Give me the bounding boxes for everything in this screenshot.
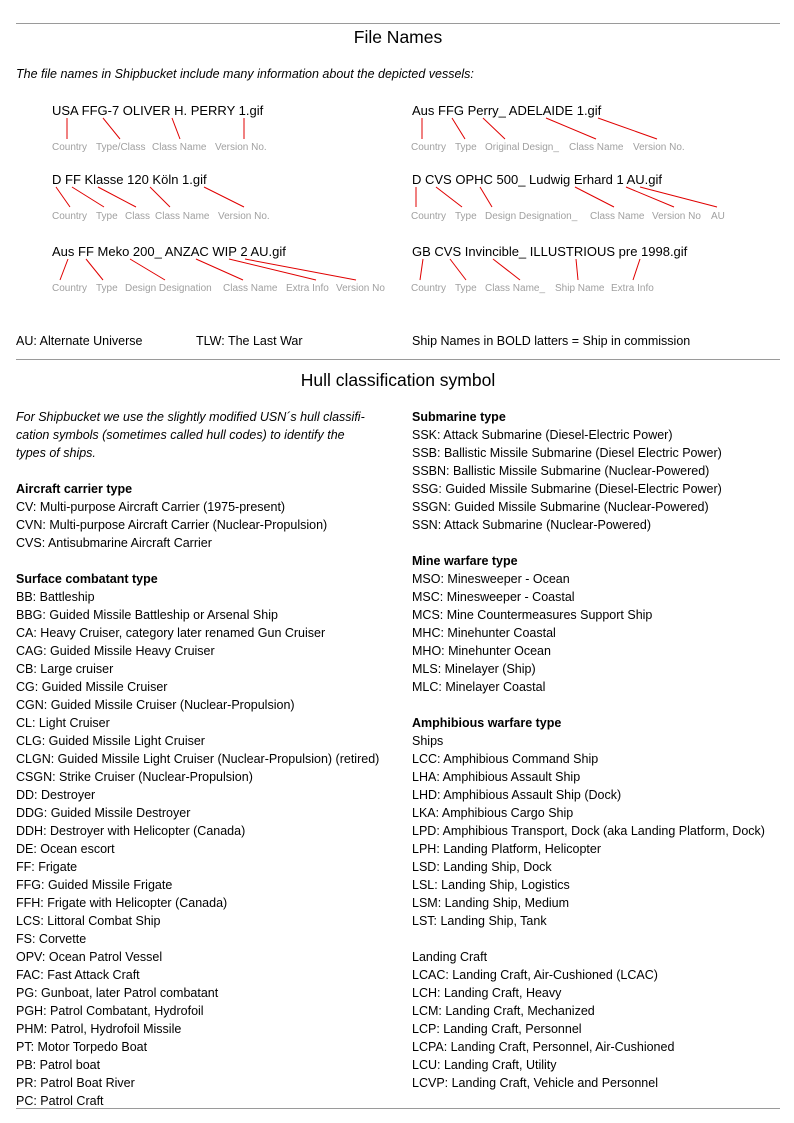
list-item: MSO: Minesweeper - Ocean bbox=[412, 572, 570, 586]
list-item: LCAC: Landing Craft, Air-Cushioned (LCAC) bbox=[412, 968, 658, 982]
label-type: Type bbox=[96, 283, 118, 294]
label-country: Country bbox=[411, 142, 447, 153]
list-item: LCP: Landing Craft, Personnel bbox=[412, 1022, 582, 1036]
list-item: SSK: Attack Submarine (Diesel-Electric Power) bbox=[412, 428, 673, 442]
list-item: PG: Gunboat, later Patrol combatant bbox=[16, 986, 219, 1000]
label-class-name: Class Name_ bbox=[485, 283, 546, 294]
list-item: LCPA: Landing Craft, Personnel, Air-Cushioned bbox=[412, 1040, 675, 1054]
file-names-title: File Names bbox=[353, 27, 443, 47]
file-example-usa-perry: USA FFG-7 OLIVER H. PERRY 1.gif bbox=[52, 103, 264, 118]
label-version-no: Version No bbox=[336, 283, 385, 294]
list-item: CA: Heavy Cruiser, category later renamed Gun Cruiser bbox=[16, 626, 326, 640]
list-item: LCC: Amphibious Command Ship bbox=[412, 752, 599, 766]
list-item: MLC: Minelayer Coastal bbox=[412, 680, 546, 694]
note-tlw: TLW: The Last War bbox=[196, 334, 303, 348]
label-design-designation: Design Designation_ bbox=[485, 211, 578, 222]
section-rule bbox=[16, 359, 780, 360]
right-column bbox=[412, 408, 790, 1092]
list-item: CAG: Guided Missile Heavy Cruiser bbox=[16, 644, 215, 658]
surface-combatant-heading: Surface combatant type bbox=[16, 572, 158, 586]
list-item: LHD: Amphibious Assault Ship (Dock) bbox=[412, 788, 622, 802]
list-item: LSD: Landing Ship, Dock bbox=[412, 860, 552, 874]
label-type-class: Type/Class bbox=[96, 142, 146, 153]
list-item: CLGN: Guided Missile Light Cruiser (Nuclear-Propulsion) (retired) bbox=[16, 752, 380, 766]
list-item: PHM: Patrol, Hydrofoil Missile bbox=[16, 1022, 182, 1036]
note-bold-ship-names: Ship Names in BOLD latters = Ship in commission bbox=[412, 334, 691, 348]
label-design-designation: Design Designation bbox=[125, 283, 212, 294]
list-item: CG: Guided Missile Cruiser bbox=[16, 680, 168, 694]
label-class-name: Class Name bbox=[155, 211, 210, 222]
list-item: LPH: Landing Platform, Helicopter bbox=[412, 842, 601, 856]
list-item: SSN: Attack Submarine (Nuclear-Powered) bbox=[412, 518, 651, 532]
list-item: LKA: Amphibious Cargo Ship bbox=[412, 806, 574, 820]
list-item: PR: Patrol Boat River bbox=[16, 1076, 135, 1090]
label-type: Type bbox=[96, 211, 118, 222]
hull-intro: For Shipbucket we use the slightly modified USN´s hull classifi-cation symbols (sometimes called hull codes) to identify the types of ships. bbox=[16, 410, 365, 460]
list-item: MLS: Minelayer (Ship) bbox=[412, 662, 536, 676]
list-item: DDH: Destroyer with Helicopter (Canada) bbox=[16, 824, 246, 838]
list-item: DD: Destroyer bbox=[16, 788, 96, 802]
spacer bbox=[412, 930, 790, 948]
list-item: LCH: Landing Craft, Heavy bbox=[412, 986, 562, 1000]
label-country: Country bbox=[52, 211, 88, 222]
label-original-design: Original Design_ bbox=[485, 142, 559, 153]
list-item: CB: Large cruiser bbox=[16, 662, 114, 676]
list-item: PGH: Patrol Combatant, Hydrofoil bbox=[16, 1004, 204, 1018]
label-class-name: Class Name bbox=[152, 142, 207, 153]
list-item: PT: Motor Torpedo Boat bbox=[16, 1040, 148, 1054]
file-names-intro: The file names in Shipbucket include many information about the depicted vessels: bbox=[16, 67, 474, 81]
list-item: LHA: Amphibious Assault Ship bbox=[412, 770, 581, 784]
left-column bbox=[16, 408, 396, 1110]
label-version-no: Version No. bbox=[218, 211, 270, 222]
list-item: MCS: Mine Countermeasures Support Ship bbox=[412, 608, 653, 622]
list-item: MSC: Minesweeper - Coastal bbox=[412, 590, 575, 604]
label-country: Country bbox=[52, 283, 88, 294]
file-example-d-erhard: D CVS OPHC 500_ Ludwig Erhard 1 AU.gif bbox=[412, 172, 663, 187]
list-item: PB: Patrol boat bbox=[16, 1058, 101, 1072]
submarine-heading: Submarine type bbox=[412, 410, 506, 424]
label-ship-name: Ship Name bbox=[555, 283, 605, 294]
label-type: Type bbox=[455, 211, 477, 222]
label-extra-info: Extra Info bbox=[286, 283, 329, 294]
hull-classification-title: Hull classification symbol bbox=[300, 370, 496, 390]
bottom-rule bbox=[16, 1108, 780, 1109]
ships-subheading: Ships bbox=[412, 734, 444, 748]
label-au: AU bbox=[711, 211, 725, 222]
list-item: MHC: Minehunter Coastal bbox=[412, 626, 556, 640]
list-item: CVS: Antisubmarine Aircraft Carrier bbox=[16, 536, 212, 550]
landing-craft-subheading: Landing Craft bbox=[412, 950, 488, 964]
list-item: CSGN: Strike Cruiser (Nuclear-Propulsion) bbox=[16, 770, 253, 784]
label-extra-info: Extra Info bbox=[611, 283, 654, 294]
label-version-no: Version No. bbox=[633, 142, 685, 153]
list-item: CL: Light Cruiser bbox=[16, 716, 110, 730]
list-item: CLG: Guided Missile Light Cruiser bbox=[16, 734, 205, 748]
file-example-gb-illustrious: GB CVS Invincible_ ILLUSTRIOUS pre 1998.gif bbox=[412, 244, 688, 259]
list-item: LCU: Landing Craft, Utility bbox=[412, 1058, 557, 1072]
label-type: Type bbox=[455, 283, 477, 294]
list-item: LSM: Landing Ship, Medium bbox=[412, 896, 570, 910]
list-item: CVN: Multi-purpose Aircraft Carrier (Nuclear-Propulsion) bbox=[16, 518, 328, 532]
list-item: SSG: Guided Missile Submarine (Diesel-Electric Power) bbox=[412, 482, 722, 496]
note-au: AU: Alternate Universe bbox=[16, 334, 143, 348]
label-class-name: Class Name bbox=[590, 211, 645, 222]
label-type: Type bbox=[455, 142, 477, 153]
file-example-d-koeln: D FF Klasse 120 Köln 1.gif bbox=[52, 172, 207, 187]
label-country: Country bbox=[411, 211, 447, 222]
list-item: LPD: Amphibious Transport, Dock (aka Landing Platform, Dock) bbox=[412, 824, 765, 838]
file-example-aus-anzac: Aus FF Meko 200_ ANZAC WIP 2 AU.gif bbox=[52, 244, 286, 259]
list-item: BBG: Guided Missile Battleship or Arsenal Ship bbox=[16, 608, 278, 622]
label-class-name: Class Name bbox=[569, 142, 624, 153]
label-version-no: Version No bbox=[652, 211, 701, 222]
label-version-no: Version No. bbox=[215, 142, 267, 153]
list-item: LCVP: Landing Craft, Vehicle and Personnel bbox=[412, 1076, 658, 1090]
list-item: SSGN: Guided Missile Submarine (Nuclear-Powered) bbox=[412, 500, 709, 514]
list-item: CV: Multi-purpose Aircraft Carrier (1975-present) bbox=[16, 500, 286, 514]
label-class-name: Class Name bbox=[223, 283, 278, 294]
list-item: FS: Corvette bbox=[16, 932, 87, 946]
label-country: Country bbox=[411, 283, 447, 294]
label-country: Country bbox=[52, 142, 88, 153]
list-item: FFG: Guided Missile Frigate bbox=[16, 878, 173, 892]
list-item: DDG: Guided Missile Destroyer bbox=[16, 806, 191, 820]
list-item: LCM: Landing Craft, Mechanized bbox=[412, 1004, 595, 1018]
list-item: FAC: Fast Attack Craft bbox=[16, 968, 140, 982]
list-item: FF: Frigate bbox=[16, 860, 78, 874]
file-example-aus-adelaide: Aus FFG Perry_ ADELAIDE 1.gif bbox=[412, 103, 602, 118]
list-item: SSBN: Ballistic Missile Submarine (Nuclear-Powered) bbox=[412, 464, 710, 478]
mine-warfare-heading: Mine warfare type bbox=[412, 554, 518, 568]
list-item: LCS: Littoral Combat Ship bbox=[16, 914, 161, 928]
list-item: FFH: Frigate with Helicopter (Canada) bbox=[16, 896, 228, 910]
list-item: BB: Battleship bbox=[16, 590, 95, 604]
list-item: LSL: Landing Ship, Logistics bbox=[412, 878, 570, 892]
list-item: PC: Patrol Craft bbox=[16, 1094, 104, 1108]
list-item: MHO: Minehunter Ocean bbox=[412, 644, 551, 658]
list-item: LST: Landing Ship, Tank bbox=[412, 914, 547, 928]
list-item: CGN: Guided Missile Cruiser (Nuclear-Propulsion) bbox=[16, 698, 295, 712]
list-item: OPV: Ocean Patrol Vessel bbox=[16, 950, 163, 964]
list-item: DE: Ocean escort bbox=[16, 842, 115, 856]
aircraft-carrier-heading: Aircraft carrier type bbox=[16, 482, 133, 496]
list-item: SSB: Ballistic Missile Submarine (Diesel Electric Power) bbox=[412, 446, 722, 460]
label-class: Class bbox=[125, 211, 151, 222]
amphibious-heading: Amphibious warfare type bbox=[412, 716, 562, 730]
